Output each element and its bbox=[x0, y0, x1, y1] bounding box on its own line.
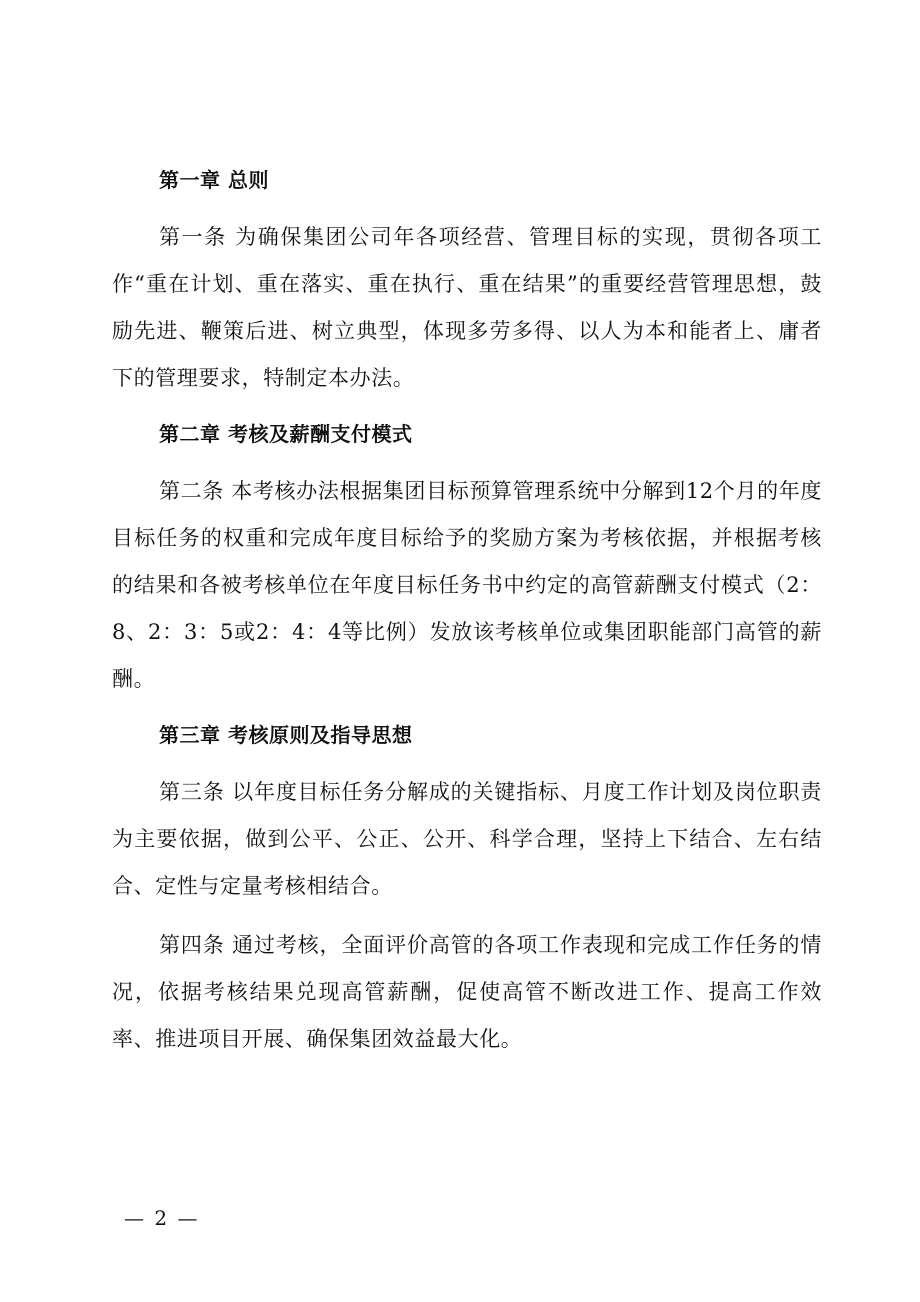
chapter-2-heading: 第二章 考核及薪酬支付模式 bbox=[159, 422, 413, 446]
article-1: 第一条 为确保集团公司年各项经营、管理目标的实现，贯彻各项工作“重在计划、重在落实、重在执行、重在结果”的重要经营管理思想，鼓励先进、鞭策后进、树立典型，体现多劳多得、以人为本和能者上、庸者下的管理要求，特制定本办法。 bbox=[112, 225, 822, 390]
article-4: 第四条 通过考核，全面评价高管的各项工作表现和完成工作任务的情况，依据考核结果兑现高管薪酬，促使高管不断改进工作、提高工作效率、推进项目开展、确保集团效益最大化。 bbox=[112, 933, 822, 1051]
article-2: 第二条 本考核办法根据集团目标预算管理系统中分解到12个月的年度目标任务的权重和完成年度目标给予的奖励方案为考核依据，并根据考核的结果和各被考核单位在年度目标任务书中约定的高管薪酬支付模式（2：8、2：3：5或2：4：4等比例）发放该考核单位或集团职能部门高管的薪酬。 bbox=[112, 479, 822, 691]
document-body bbox=[112, 160, 822, 1075]
article-3: 第三条 以年度目标任务分解成的关键指标、月度工作计划及岗位职责为主要依据，做到公平、公正、公开、科学合理，坚持上下结合、左右结合、定性与定量考核相结合。 bbox=[112, 780, 822, 898]
chapter-3-heading: 第三章 考核原则及指导思想 bbox=[159, 723, 413, 747]
page-number: — 2 — bbox=[124, 1206, 200, 1230]
chapter-1-heading: 第一章 总则 bbox=[159, 168, 269, 192]
